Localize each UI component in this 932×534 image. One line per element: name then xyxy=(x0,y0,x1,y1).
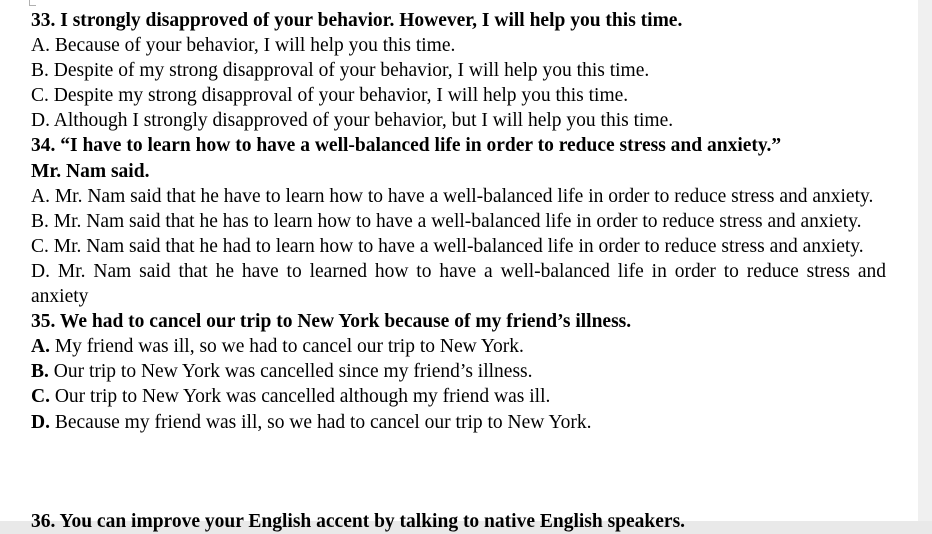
option-label: C. xyxy=(31,386,50,408)
option-label: B. xyxy=(31,60,49,82)
option-label: B. xyxy=(31,361,49,383)
option-text: Mr. Nam said that he had to learn how to have a well-balanced life in order to reduce stress and anxiety. xyxy=(53,235,864,257)
question-34-stem: 34. “I have to learn how to have a well-balanced life in order to reduce stress and anxiety.” xyxy=(31,135,782,157)
vertical-scrollbar[interactable] xyxy=(918,0,932,521)
question-33-option-c xyxy=(31,83,886,108)
option-label: C. xyxy=(31,85,49,107)
option-text: Mr. Nam said that he have to learned how to have a well-balanced life in order to reduce stress and anxiety xyxy=(31,260,886,308)
question-33-option-d xyxy=(31,108,886,133)
option-text: Mr. Nam said that he have to learn how to have a well-balanced life in order to reduce stress and anxiety. xyxy=(54,185,874,207)
question-35-option-a xyxy=(31,334,886,359)
page-corner-mark xyxy=(29,0,36,6)
question-33-stem: 33. I strongly disapproved of your behavior. However, I will help you this time. xyxy=(31,10,683,31)
question-34-option-c xyxy=(31,234,886,259)
option-label: D. xyxy=(31,110,50,132)
question-35-option-d xyxy=(31,410,886,435)
option-text: Because of your behavior, I will help you this time. xyxy=(54,35,456,57)
question-34-option-b xyxy=(31,209,886,234)
option-text: Our trip to New York was cancelled although my friend was ill. xyxy=(54,386,551,408)
option-text: Despite of my strong disapproval of your behavior, I will help you this time. xyxy=(53,60,650,82)
question-34-option-a xyxy=(31,184,886,209)
option-text: Mr. Nam said that he has to learn how to have a well-balanced life in order to reduce stress and anxiety. xyxy=(53,210,862,232)
document-content xyxy=(31,8,886,435)
option-label: A. xyxy=(31,35,50,57)
question-35-option-b xyxy=(31,359,886,384)
option-label: D. xyxy=(31,411,50,433)
option-text: Although I strongly disapproved of your behavior, but I will help you this time. xyxy=(53,110,674,132)
option-text: Despite my strong disapproval of your behavior, I will help you this time. xyxy=(53,85,629,107)
option-label: C. xyxy=(31,235,49,257)
question-33-option-b xyxy=(31,58,886,83)
option-text: My friend was ill, so we had to cancel our trip to New York. xyxy=(54,336,524,358)
question-34-option-d xyxy=(31,259,886,309)
option-label: D. xyxy=(31,260,50,282)
option-label: B. xyxy=(31,210,49,232)
option-text: Because my friend was ill, so we had to cancel our trip to New York. xyxy=(54,411,592,433)
question-33-option-a xyxy=(31,33,886,58)
question-35-stem: 35. We had to cancel our trip to New York because of my friend’s illness. xyxy=(31,311,632,333)
question-35-option-c xyxy=(31,384,886,409)
option-label: A. xyxy=(31,185,50,207)
question-36-partial-line: 36. You can improve your English accent by talking to native English speakers. xyxy=(31,511,686,532)
option-label: A. xyxy=(31,336,50,358)
option-text: Our trip to New York was cancelled since my friend’s illness. xyxy=(53,361,533,383)
question-34-stem-continued: Mr. Nam said. xyxy=(31,160,150,182)
